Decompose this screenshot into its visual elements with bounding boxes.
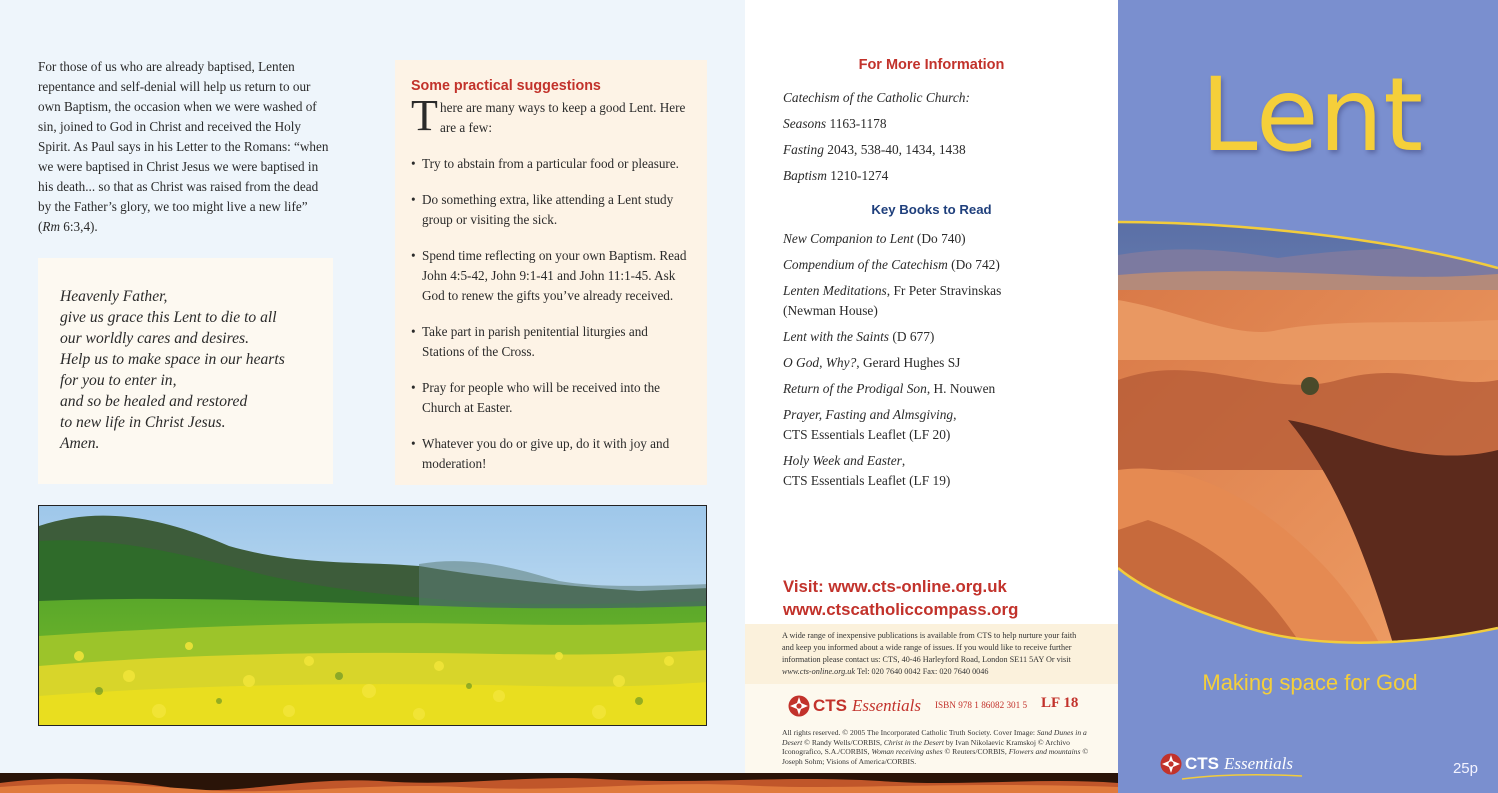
logo-swoosh xyxy=(1182,774,1302,780)
intro-reference: (Rm 6:3,4). xyxy=(38,219,98,234)
left-panel xyxy=(0,0,745,793)
prayer-line: to new life in Christ Jesus. xyxy=(60,414,226,431)
book-item: O God, Why?, Gerard Hughes SJ xyxy=(783,355,961,370)
suggestions-lead-text: here are many ways to keep a good Lent. Here are a few: xyxy=(440,100,686,135)
book-item: Lenten Meditations, Fr Peter Stravinskas (Newman House) xyxy=(783,283,1002,318)
list-item: • Spend time reflecting on your own Baptism. Read John 4:5-42, John 9:1-41 and John 11:1-45. Ask God to renew the gifts you’ve already received. xyxy=(411,246,693,306)
suggestions-list xyxy=(411,154,693,474)
prayer-line: our worldly cares and desires. xyxy=(60,330,249,347)
publisher-note: A wide range of inexpensive publications is available from CTS to help nurture your faith and keep you informed about a wide range of issues. If you would like to receive further information please contact us: CTS, 40-46 Harleyford Road, London SE11 5AY Or visit www.cts-online.org.uk Tel: 020 7640 0042 Fax: 020 7640 0046 xyxy=(745,624,1118,684)
cts-cross-icon xyxy=(1160,753,1182,775)
cover-panel xyxy=(1118,0,1498,793)
logo-row xyxy=(745,684,1118,728)
intro-line: repentance and self-denial will help us return to our xyxy=(38,79,311,94)
meadow-image xyxy=(39,506,707,726)
suggestions-title: Some practical suggestions xyxy=(411,78,601,94)
intro-line: For those of us who are already baptised, Lenten xyxy=(38,59,295,74)
reference-item: Baptism 1210-1274 xyxy=(783,168,889,183)
visit-link-compass[interactable]: www.ctscatholiccompass.org xyxy=(783,600,1019,619)
bottom-dune-strip xyxy=(0,773,1118,793)
prayer-line: for you to enter in, xyxy=(60,372,177,389)
reference-item: Fasting 2043, 538-40, 1434, 1438 xyxy=(783,142,966,157)
book-item: Prayer, Fasting and Almsgiving, CTS Essentials Leaflet (LF 20) xyxy=(783,407,957,442)
list-item: • Do something extra, like attending a Lent study group or visiting the sick. xyxy=(411,190,693,230)
dune-strip-image xyxy=(0,773,1118,793)
prayer-box xyxy=(38,258,333,484)
middle-panel xyxy=(745,0,1118,773)
intro-line: Spirit. As Paul says in his Letter to the Romans: “when xyxy=(38,139,329,154)
catechism-title: Catechism of the Catholic Church: xyxy=(783,90,970,105)
prayer-line: give us grace this Lent to die to all xyxy=(60,309,277,326)
isbn: ISBN 978 1 86082 301 5 xyxy=(935,700,1028,710)
prayer-line: Help us to make space in our hearts xyxy=(60,351,285,368)
intro-paragraph xyxy=(38,57,338,237)
publisher-url[interactable]: www.cts-online.org.uk xyxy=(782,667,855,676)
copyright-notice: All rights reserved. © 2005 The Incorporated Catholic Truth Society. Cover Image: Sand Dunes in a Desert © Randy Wells/CORBIS, Christ in the Desert by Ivan Nikolaevic Kramskoj © Archivo Iconografico, S.A./CORBIS, Woman receiving ashes © Reuters/CORBIS, Flowers and mountains © Joseph Sohm; Visions of America/CORBIS. xyxy=(745,728,1118,773)
cts-essentials-logo: CTS Essentials xyxy=(788,695,921,717)
intro-line: his death... so that as Christ was raised from the dead xyxy=(38,179,319,194)
cover-title: Lent xyxy=(1200,56,1424,175)
reference-item: Seasons 1163-1178 xyxy=(783,116,887,131)
list-item: • Pray for people who will be received into the Church at Easter. xyxy=(411,378,693,418)
meadow-photo xyxy=(38,505,707,726)
list-item: • Take part in parish penitential liturgies and Stations of the Cross. xyxy=(411,322,693,362)
intro-line: own Baptism, the occasion when we were washed of xyxy=(38,99,317,114)
drop-cap: T xyxy=(411,91,438,140)
price: 25p xyxy=(1452,760,1478,777)
leaflet-code: LF 18 xyxy=(1041,695,1079,711)
list-item: • Whatever you do or give up, do it with joy and moderation! xyxy=(411,434,693,474)
visit-link-cts[interactable]: Visit: www.cts-online.org.uk xyxy=(783,577,1007,596)
books-list xyxy=(783,229,1103,497)
prayer-line: Amen. xyxy=(60,435,100,452)
intro-line: by the Father’s glory, we too might live a new life” xyxy=(38,199,308,214)
suggestions-lead xyxy=(411,91,693,140)
book-item: Compendium of the Catechism (Do 742) xyxy=(783,257,1000,272)
info-title: For More Information xyxy=(858,57,1005,73)
book-item: Holy Week and Easter, CTS Essentials Leaflet (LF 19) xyxy=(783,453,951,488)
intro-line: we were baptised in Christ Jesus we were baptised in xyxy=(38,159,319,174)
books-title: Key Books to Read xyxy=(871,202,992,217)
catechism-references xyxy=(783,85,1103,189)
prayer-line: Heavenly Father, xyxy=(60,288,168,305)
prayer-line: and so be healed and restored xyxy=(60,393,248,410)
cover-cts-logo: CTS Essentials xyxy=(1160,753,1293,775)
visit-websites xyxy=(783,575,1018,621)
cover-subtitle: Making space for God xyxy=(1202,670,1418,695)
book-item: Return of the Prodigal Son, H. Nouwen xyxy=(783,381,996,396)
intro-line: sin, joined to God in Christ and received the Holy xyxy=(38,119,301,134)
book-item: New Companion to Lent (Do 740) xyxy=(783,231,966,246)
cts-cross-icon xyxy=(788,695,810,717)
book-item: Lent with the Saints (D 677) xyxy=(783,329,935,344)
list-item: • Try to abstain from a particular food or pleasure. xyxy=(411,154,693,174)
suggestions-box xyxy=(395,60,707,485)
